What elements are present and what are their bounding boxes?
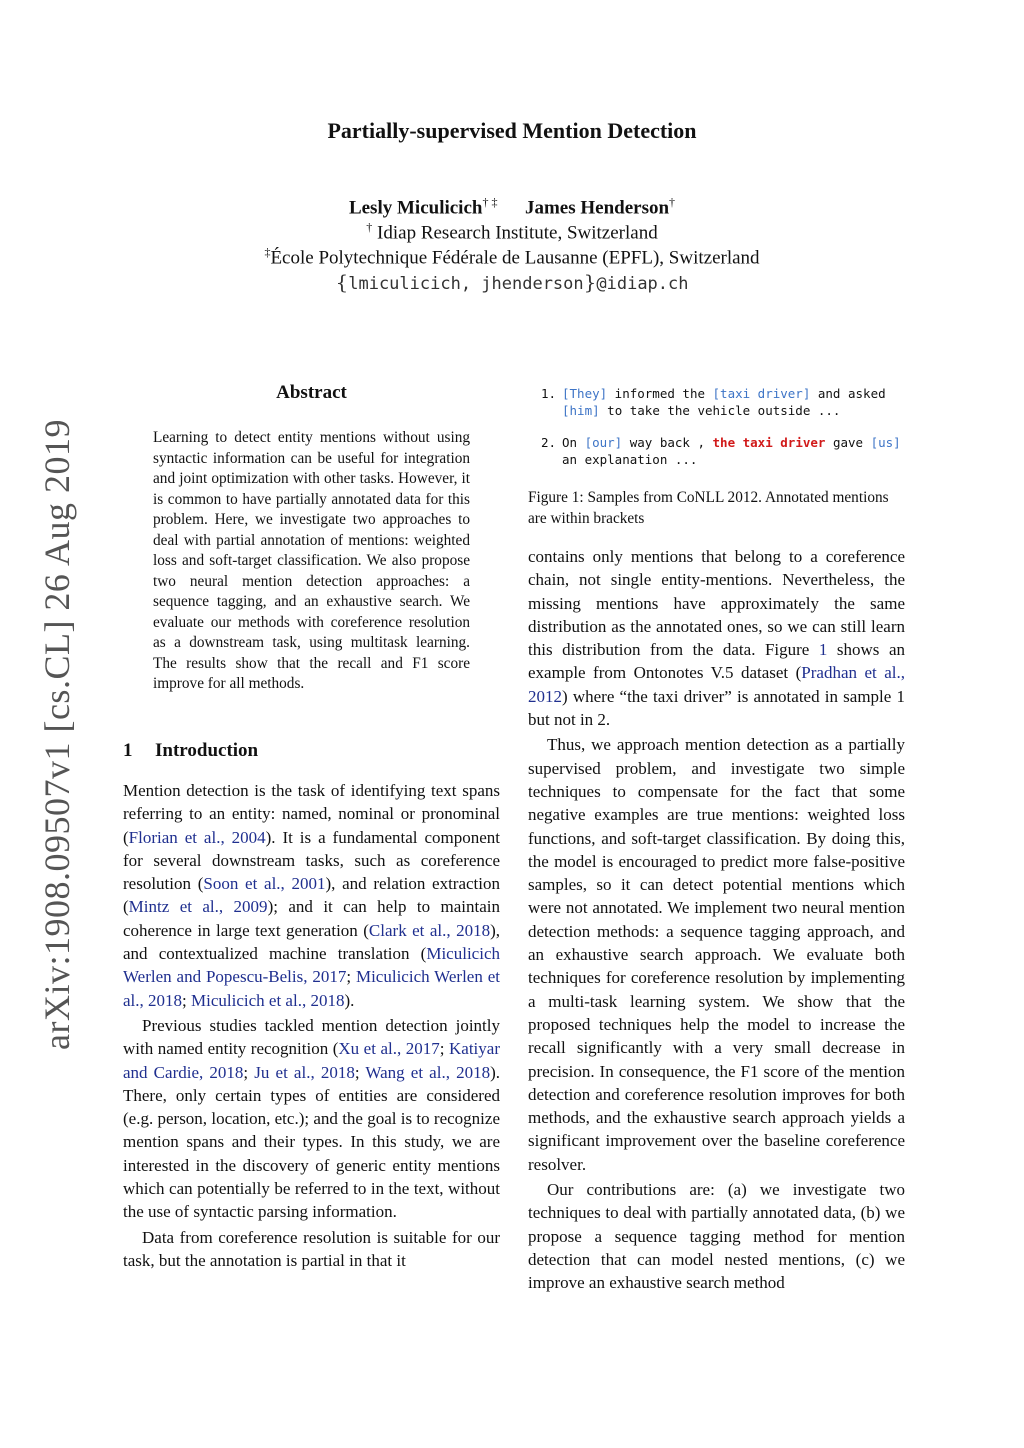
sample-number: 1. xyxy=(540,386,556,401)
email-brace: } xyxy=(583,270,597,294)
author-affiliation-mark: † xyxy=(669,195,676,209)
annotated-mention: [us] xyxy=(870,435,901,450)
section-number: 1 xyxy=(123,740,133,761)
citation-link[interactable]: Pradhan et al., 2012 xyxy=(528,663,905,706)
citation-link[interactable]: Miculicich Werlen and Popescu-Belis, 2017 xyxy=(123,944,500,987)
citation-link[interactable]: Ju et al., 2018 xyxy=(254,1062,355,1082)
section-title: Introduction xyxy=(155,740,259,761)
citation-link[interactable]: Katiyar and Cardie, 2018 xyxy=(123,1039,500,1082)
arxiv-identifier: arXiv:1908.09507v1 [cs.CL] 26 Aug 2019 xyxy=(37,419,77,1050)
citation-link[interactable]: Clark et al., 2018 xyxy=(368,920,491,940)
paper-title: Partially-supervised Mention Detection xyxy=(327,118,697,143)
affiliation-mark: ‡ xyxy=(264,245,271,259)
citation-link[interactable]: Miculicich Werlen et al., 2018 xyxy=(123,967,500,1010)
figure-sample: 1. [They] informed the [taxi driver] and asked [him] to take the vehicle outside ... xyxy=(528,386,908,419)
annotated-mention: [They] xyxy=(562,386,608,401)
left-column-body xyxy=(123,779,500,1274)
email-brace: { xyxy=(335,270,349,294)
affiliation-mark: † xyxy=(366,220,373,234)
figure-reference-link[interactable]: 1 xyxy=(818,640,828,660)
email-domain: @idiap.ch xyxy=(596,274,689,294)
author-line xyxy=(0,195,1024,219)
author-name: Lesly Miculicich xyxy=(348,197,483,219)
abstract-heading: Abstract xyxy=(276,382,347,403)
figure-1 xyxy=(528,386,908,484)
section-heading xyxy=(123,740,258,762)
paragraph: Thus, we approach mention detection as a partially supervised problem, and investigate two simple techniques to compensate for the fact that some negative examples are true mentions: weighted loss functions, and soft-target classification. By doing this, the model is encouraged to predict more false-positive samples, so it can detect potential mentions which were not annotated. We implement two neural mention detection methods: a sequence tagging approach, and an exhaustive search approach. We evaluate both techniques for coreference resolution by implementing a multi-task learning system. We show that the proposed techniques help the model to increase the recall significantly with a very small decrease in precision. In consequence, the F1 score of the mention detection and coreference resolution improves for both methods, and the exhaustive search approach yields a significant improvement over the baseline coreference resolver. xyxy=(528,735,905,1174)
citation-link[interactable]: Florian et al., 2004 xyxy=(128,827,266,847)
abstract-body: Learning to detect entity mentions without using syntactic information can be useful for integration and joint optimization with other tasks. However, it is common to have partially annotated data for this problem. Here, we investigate two approaches to deal with partial annotation of mentions: weighted loss and soft-target classification. We also propose two neural mention detection approaches: a sequence tagging, and an exhaustive search. We evaluate our methods with coreference resolution as a downstream task, using multitask learning. The results show that the recall and F1 score improve for all methods. xyxy=(153,429,470,692)
affiliation xyxy=(0,245,1024,269)
citation-link[interactable]: Wang et al., 2018 xyxy=(365,1062,491,1082)
figure-caption: Figure 1: Samples from CoNLL 2012. Annotated mentions are within brackets xyxy=(528,489,889,527)
author-name: James Henderson xyxy=(524,197,670,219)
sample-number: 2. xyxy=(540,435,556,450)
paragraph: Previous studies tackled mention detection jointly with named entity recognition (Xu et al., 2017; Katiyar and Cardie, 2018; Ju et al., 2018; Wang et al., 2018). There, only certain types of entities are considered (e.g. person, location, etc.); and the goal is to recognize mention spans and their types. In this study, we are interested in the discovery of generic entity mentions which can potentially be referred to in the text, without the use of syntactic parsing information. xyxy=(123,1015,501,1222)
annotated-mention: [taxi driver] xyxy=(712,386,811,401)
figure-sample: 2. On [our] way back , the taxi driver gave [us] an explanation ... xyxy=(528,435,908,468)
affiliation-text: École Polytechnique Fédérale de Lausanne (EPFL), Switzerland xyxy=(270,247,760,269)
citation-link[interactable]: Xu et al., 2017 xyxy=(338,1039,440,1059)
paragraph: Mention detection is the task of identifying text spans referring to an entity: named, nominal or pronominal (Florian et al., 2004). It is a fundamental component for several downstream tasks, such as coreference resolution (Soon et al., 2001), and relation extraction (Mintz et al., 2009); and it can help to maintain coherence in large text generation (Clark et al., 2018), and contextualized machine translation (Miculicich Werlen and Popescu-Belis, 2017; Miculicich Werlen et al., 2018; Miculicich et al., 2018). xyxy=(123,781,500,1010)
affiliation-text: Idiap Research Institute, Switzerland xyxy=(372,222,658,244)
author-affiliation-mark: † ‡ xyxy=(482,195,498,209)
affiliation xyxy=(0,220,1024,244)
email-users: lmiculicich, jhenderson xyxy=(348,274,584,294)
citation-link[interactable]: Mintz et al., 2009 xyxy=(128,897,268,917)
paragraph: contains only mentions that belong to a coreference chain, not single entity-mentions. Nevertheless, the missing mentions have approximately the same distribution as the annotated ones, so we can still learn this distribution from the data. Figure 1 shows an example from Ontonotes V.5 dataset (Pradhan et al., 2012) where “the taxi driver” is annotated in sample 1 but not in 2. xyxy=(528,547,905,730)
right-column-body xyxy=(528,545,905,1297)
annotated-mention: [our] xyxy=(584,435,623,450)
paragraph: Our contributions are: (a) we investigate two techniques to deal with partially annotated data, (b) we propose a sequence tagging method for mention detection that can model nested mentions, (c) we improve an exhaustive search method xyxy=(528,1180,905,1293)
paragraph: Data from coreference resolution is suitable for our task, but the annotation is partial in that it xyxy=(123,1227,500,1270)
unannotated-mention: the taxi driver xyxy=(712,435,826,450)
annotated-mention: [him] xyxy=(562,402,600,418)
author-email[interactable] xyxy=(0,270,1024,294)
citation-link[interactable]: Miculicich et al., 2018 xyxy=(191,990,345,1010)
citation-link[interactable]: Soon et al., 2001 xyxy=(203,874,326,894)
